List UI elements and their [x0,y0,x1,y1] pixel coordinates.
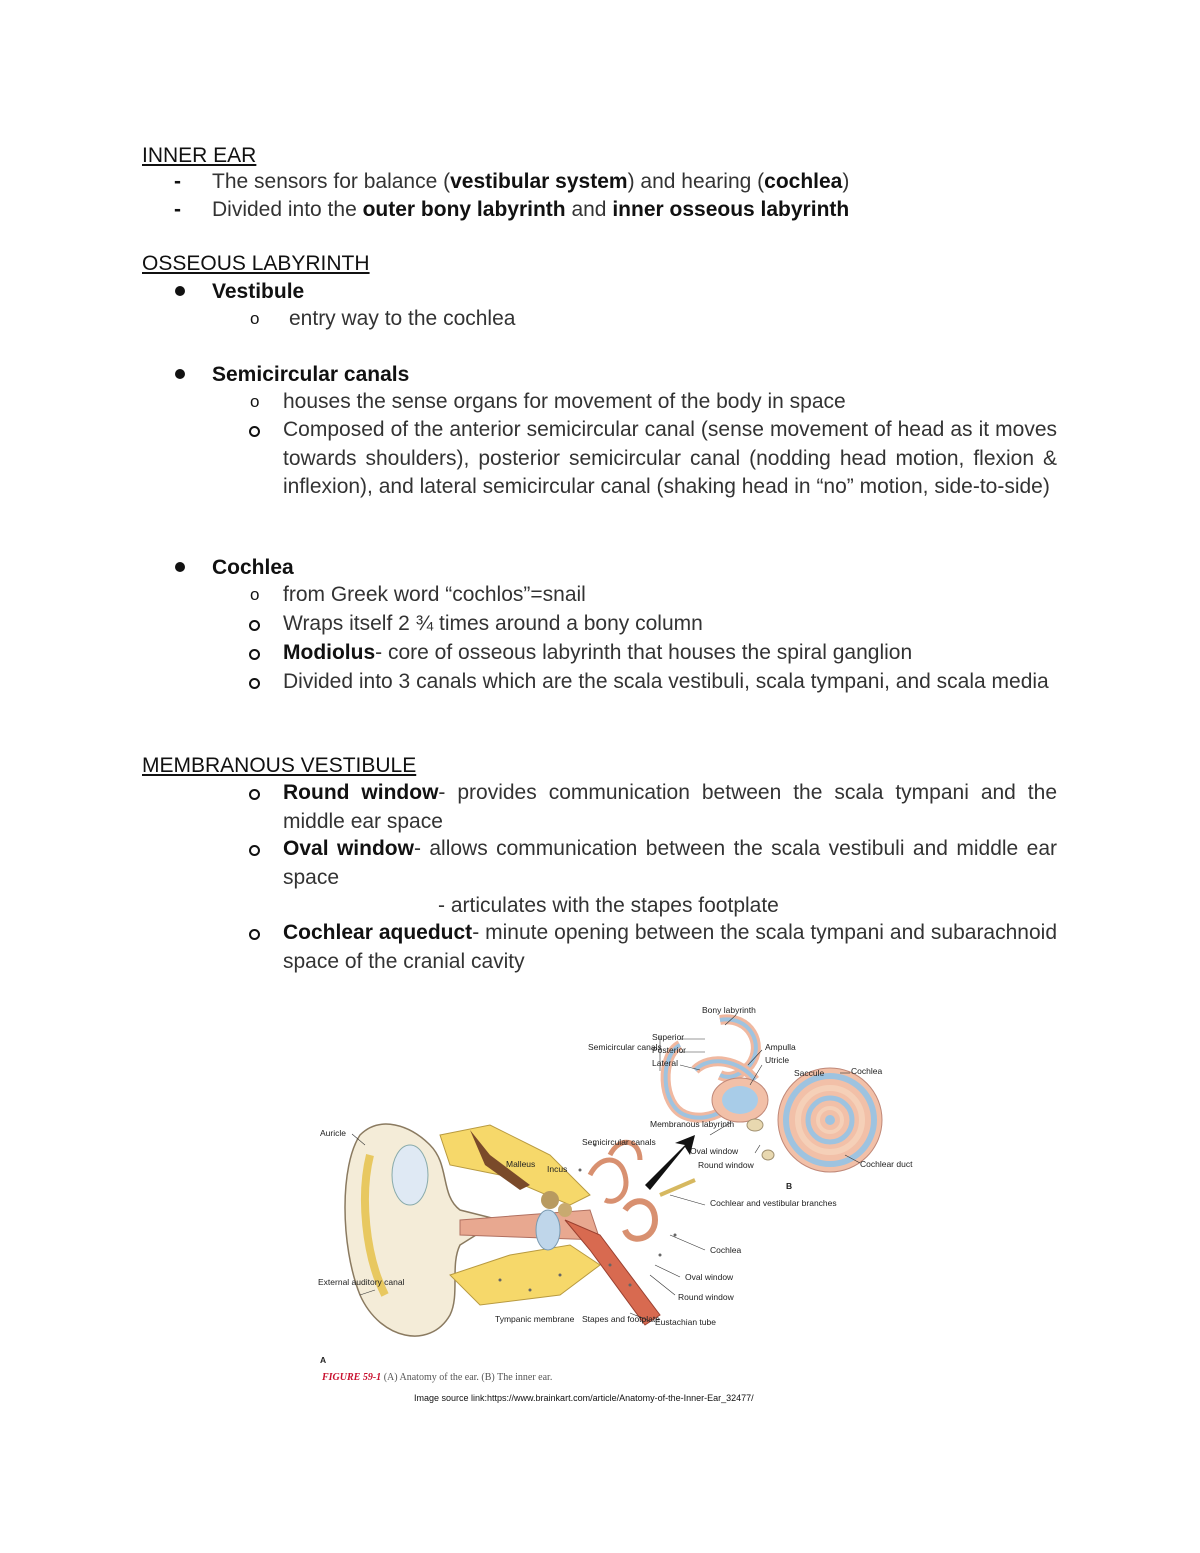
bold-circle-bullet [249,620,260,631]
circle-bullet: o [250,309,260,328]
label-bony-labyrinth: Bony labyrinth [702,1005,756,1015]
label-stapes: Stapes and footplate [582,1314,660,1324]
dash-bullet: - [174,170,181,193]
ear-anatomy-figure [300,995,920,1375]
label-saccule: Saccule [794,1068,825,1078]
label-incus: Incus [547,1164,568,1174]
label-membranous-labyrinth: Membranous labyrinth [650,1119,735,1129]
membranous-heading: MEMBRANOUS VESTIBULE [142,754,417,777]
label-lateral: Lateral [652,1058,678,1068]
semicircular-title: Semicircular canals [212,363,410,386]
vestibule-item: entry way to the cochlea [289,307,516,330]
label-superior: Superior [652,1032,685,1042]
image-source-link[interactable]: Image source link:https://www.brainkart.com/article/Anatomy-of-the-Inner-Ear_32477/ [414,1393,754,1403]
semicircular-item-2: Composed of the anterior semicircular canal (sense movement of head as it moves towards shoulders), posterior semicircular canal (nodding head motion, flexion & inflexion), and lateral semicircular canal (shaking head in “no” motion, side-to-side) [283,418,1057,498]
inner-ear-bullet-1: The sensors for balance (vestibular system) and hearing (cochlea) [212,170,850,193]
cochlea-item-4: Divided into 3 canals which are the scala vestibuli, scala tympani, and scala media [283,670,1049,693]
label-cochlea-a: Cochlea [710,1245,742,1255]
vestibule-title: Vestibule [212,280,305,303]
bold-circle-bullet [249,789,260,800]
label-eustachian: Eustachian tube [655,1317,716,1327]
inner-ear-bullet-2: Divided into the outer bony labyrinth and inner osseous labyrinth [212,198,850,221]
label-a-marker: A [320,1355,327,1365]
cochlea-title: Cochlea [212,556,294,579]
label-cochlear-vestibular: Cochlear and vestibular branches [710,1198,837,1208]
label-auricle: Auricle [320,1128,346,1138]
cochlear-aqueduct-item: Cochlear aqueduct- minute opening between the scala tympani and subarachnoid space of the cranial cavity [283,921,1057,973]
circle-bullet: o [250,392,260,411]
label-malleus: Malleus [506,1159,536,1169]
figure-caption: FIGURE 59-1 (A) Anatomy of the ear. (B) The inner ear. [322,1372,553,1383]
bold-circle-bullet [249,929,260,940]
stapes-note: - articulates with the stapes footplate [438,894,779,917]
label-external-canal: External auditory canal [318,1277,405,1287]
bold-circle-bullet [249,649,260,660]
round-window-item: Round window- provides communication between the scala tympani and the middle ear space [283,781,1057,833]
label-semicircular-canals-b: Semicircular canals [588,1042,662,1052]
label-ampulla: Ampulla [765,1042,796,1052]
label-b-marker: B [786,1181,793,1191]
bullet-dot [175,369,185,379]
label-round-window-b: Round window [698,1160,754,1170]
dash-bullet: - [174,198,181,221]
outer-ear-drawing [345,1124,695,1336]
bullet-dot [175,562,185,572]
bold-circle-bullet [249,426,260,437]
label-cochlea-b: Cochlea [851,1066,883,1076]
cochlea-item-3: Modiolus- core of osseous labyrinth that houses the spiral ganglion [283,641,913,664]
cochlea-item-2: Wraps itself 2 ¾ times around a bony column [283,612,703,635]
semicircular-item-1: houses the sense organs for movement of the body in space [283,390,846,413]
oval-window-item: Oval window- allows communication between the scala vestibuli and middle ear space [283,837,1057,889]
label-oval-window-a: Oval window [685,1272,734,1282]
circle-bullet: o [250,585,260,604]
label-oval-window-b: Oval window [690,1146,739,1156]
label-posterior: Posterior [652,1045,687,1055]
bold-circle-bullet [249,845,260,856]
label-utricle: Utricle [765,1055,790,1065]
inner-ear-heading: INNER EAR [142,144,257,167]
label-tympanic: Tympanic membrane [495,1314,575,1324]
label-semicircular-canals-a: Semicircular canals [582,1137,656,1147]
label-cochlear-duct: Cochlear duct [860,1159,913,1169]
label-round-window-a: Round window [678,1292,734,1302]
bullet-dot [175,286,185,296]
bold-circle-bullet [249,678,260,689]
cochlea-item-1: from Greek word “cochlos”=snail [283,583,586,606]
osseous-heading: OSSEOUS LABYRINTH [142,252,370,275]
